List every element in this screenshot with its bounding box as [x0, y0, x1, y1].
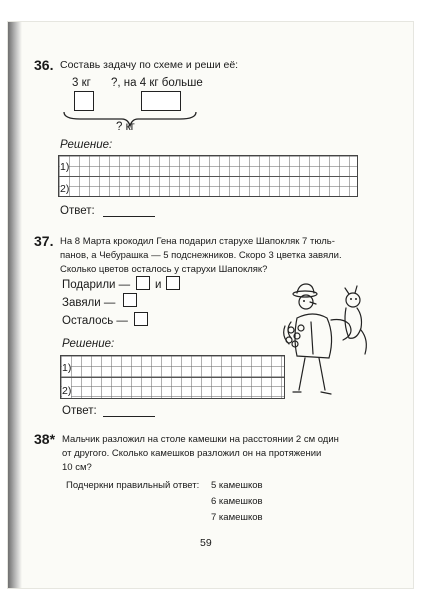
scheme-box-small[interactable] — [74, 91, 94, 111]
gave-label: Подарили — — [62, 279, 131, 291]
task-37-answer-line[interactable] — [103, 416, 155, 417]
task-38-prompt: Подчеркни правильный ответ: — [66, 480, 200, 491]
task-36-number: 36. — [34, 57, 54, 73]
scheme-total: ? кг — [116, 121, 135, 133]
answer-option-3[interactable]: 7 камешков — [211, 512, 263, 523]
task-37-text-line-2: панов, а Чебурашка — 5 подснежников. Скоро 3 цветка завяли. — [60, 250, 342, 261]
task-37-text-line-3: Сколько цветов осталось у старухи Шапокляк? — [60, 264, 268, 275]
task-38-text-line-1: Мальчик разложил на столе камешки на расстоянии 2 см один — [62, 434, 339, 445]
scheme-comparison: ?, на 4 кг больше — [111, 77, 203, 89]
task-37-text-line-1: На 8 Марта крокодил Гена подарил старухе Шапокляк 7 тюль- — [60, 236, 335, 247]
gave-box-1[interactable] — [136, 276, 150, 290]
wilted-box[interactable] — [123, 293, 137, 307]
task-37-row-1: 1) — [62, 362, 72, 374]
scheme-box-large[interactable] — [141, 91, 181, 111]
task-36-solution-grid[interactable] — [58, 155, 358, 197]
scheme-left-weight: 3 кг — [72, 77, 91, 89]
answer-option-1[interactable]: 5 камешков — [211, 480, 263, 491]
gave-box-2[interactable] — [166, 276, 180, 290]
task-36-row-2: 2) — [60, 183, 70, 195]
task-38-text-line-3: 10 см? — [62, 462, 92, 473]
task-36-answer-label: Ответ: — [60, 205, 95, 217]
left-label: Осталось — — [62, 315, 128, 327]
left-box[interactable] — [134, 312, 148, 326]
task-36-answer-line[interactable] — [103, 216, 155, 217]
page-gutter-shadow — [8, 22, 22, 588]
task-37-solution-label: Решение: — [62, 338, 115, 350]
task-37-solution-grid[interactable] — [60, 355, 285, 399]
wilted-label: Завяли — — [62, 297, 116, 309]
task-38-text-line-2: от другого. Сколько камешков разложил он на протяжении — [62, 448, 322, 459]
task-37-number: 37. — [34, 233, 54, 249]
task-37-answer-label: Ответ: — [62, 405, 97, 417]
task-36-row-1: 1) — [60, 161, 70, 173]
answer-option-2[interactable]: 6 камешков — [211, 496, 263, 507]
shapoklyak-illustration — [283, 278, 378, 408]
task-36-instruction: Составь задачу по схеме и реши её: — [60, 59, 239, 71]
page-number: 59 — [200, 537, 212, 549]
task-38-number: 38* — [34, 431, 56, 447]
task-36-solution-label: Решение: — [60, 139, 113, 151]
gave-and: и — [155, 279, 162, 291]
task-37-row-2: 2) — [62, 385, 72, 397]
